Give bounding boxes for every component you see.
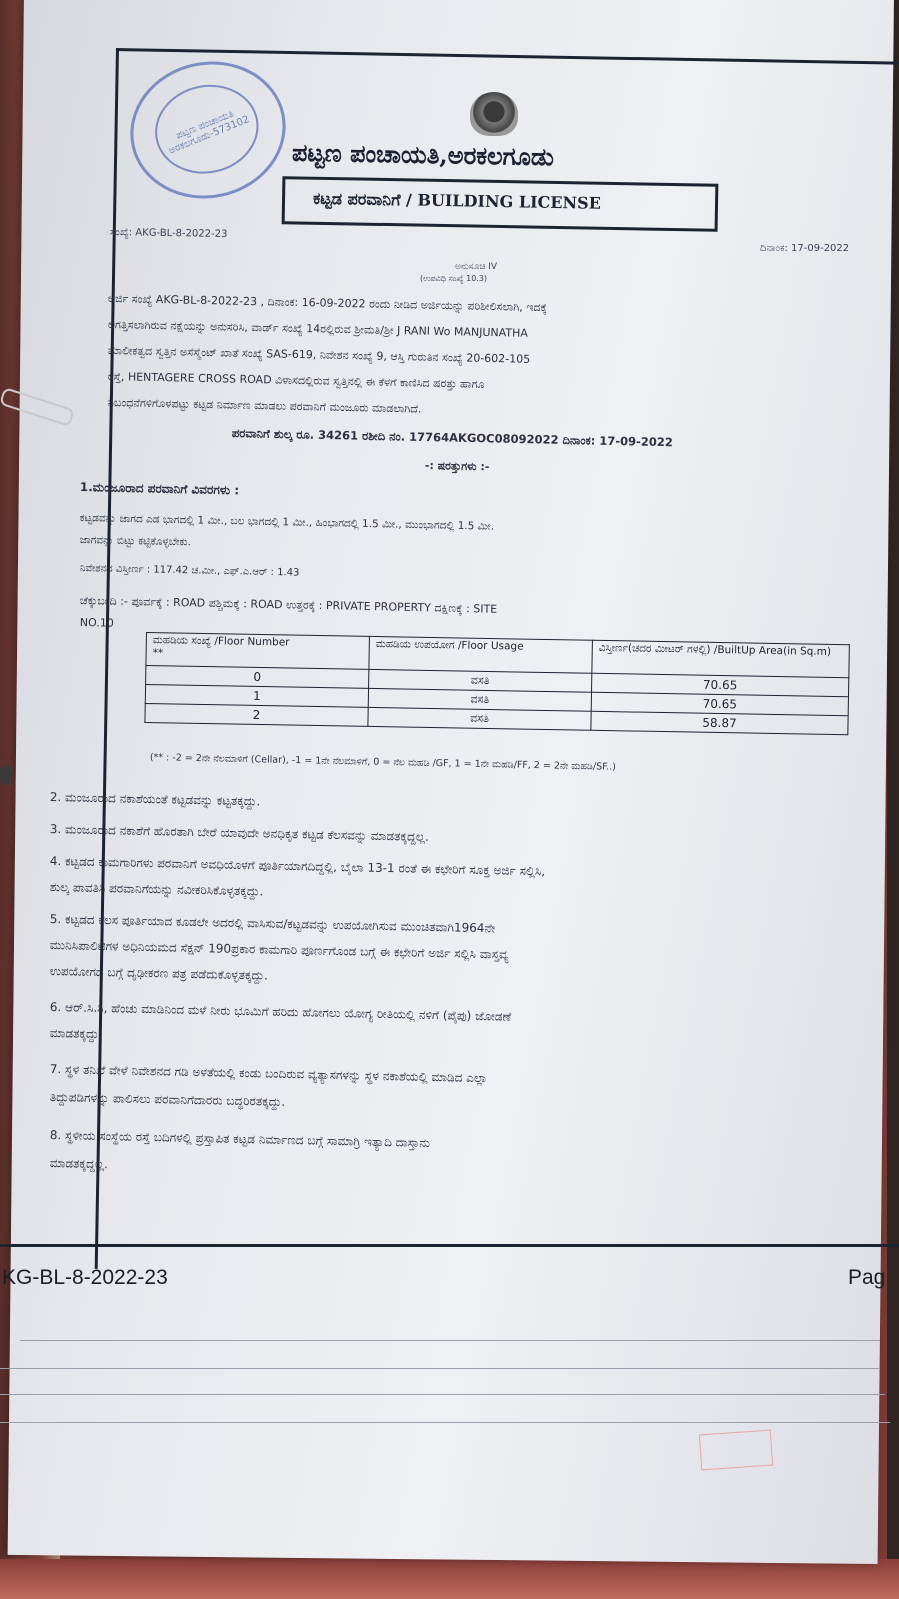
intro-line-1: ಅರ್ಜಿ ಸಂಖ್ಯೆ AKG-BL-8-2022-23 , ದಿನಾಂಕ: 16-09-2022 ರಂದು ನೀಡಿದ ಅರ್ಜಿಯನ್ನು ಪರಿಶೀಲಿಸಲಾಗಿ, ಇದಕ್ಕೆ — [107, 292, 548, 315]
footer-divider — [0, 1244, 899, 1247]
condition-7-line-2: ತಿದ್ದುಪಡಿಗಳನ್ನು ಪಾಲಿಸಲು ಪರವಾನಿಗೆದಾರರು ಬದ್ಧರಿರತಕ್ಕದ್ದು. — [49, 1090, 286, 1109]
condition-4-line-1: 4. ಕಟ್ಟಡದ ಕಾಮಗಾರಿಗಳು ಪರವಾನಿಗೆ ಅವಧಿಯೊಳಗೆ ಪೂರ್ತಿಯಾಗದಿದ್ದಲ್ಲಿ, ಬೈಲಾ 13-1 ರಂತೆ ಈ ಕಛೇರಿಗೆ ಸೂಕ್ತ ಅರ್ಜಿ ಸಲ್ಲಿಸಿ, — [49, 854, 546, 879]
license-title: ಕಟ್ಟಡ ಪರವಾನಿಗೆ / BUILDING LICENSE — [312, 188, 602, 213]
floor-legend: (** : -2 = 2ನೇ ನೆಲಮಾಳಿಗೆ (Cellar), -1 = 1ನೇ ನೆಲಮಾಳಿಗೆ, 0 = ನೆಲ ಮಹಡಿ /GF, 1 = 1ನೇ ಮಹಡಿ/FF, 2 = 2ನೇ ಮಹಡಿ/SF..) — [149, 752, 616, 773]
office-name: ಪಟ್ಟಣ ಪಂಚಾಯತಿ,ಅರಕಲಗೂಡು — [291, 137, 555, 172]
intro-line-4: ರಸ್ತೆ, HENTAGERE CROSS ROAD ವಿಳಾಸದಲ್ಲಿರುವ ಸ್ವತ್ತಿನಲ್ಲಿ ಈ ಕೆಳಗೆ ಕಾಣಿಸಿದ ಷರತ್ತು ಹಾಗೂ — [107, 370, 485, 391]
boundary-line: ಚೆಕ್ಕುಬಂದಿ :- ಪೂರ್ವಕ್ಕೆ : ROAD ಪಶ್ಚಿಮಕ್ಕೆ : ROAD ಉತ್ತರಕ್ಕೆ : PRIVATE PROPERTY ದಕ್ಷಿಣಕ್ಕೆ : SITE — [79, 594, 498, 616]
annex-subtitle: (ಉಪವಿಧಿ ಸಂಖ್ಯೆ 10.3) — [420, 274, 488, 283]
site-area-line: ನಿವೇಶನದ ವಿಸ್ತೀರ್ಣ : 117.42 ಚ.ಮೀ., ಎಫ್.ಎ.ಆರ್ : 1.43 — [79, 563, 300, 579]
condition-6-line-1: 6. ಆರ್.ಸಿ.ಸಿ, ಹೆಂಚು ಮಾಡಿನಿಂದ ಮಳೆ ನೀರು ಭೂಮಿಗೆ ಹರಿದು ಹೋಗಲು ಯೋಗ್ಯ ರೀತಿಯಲ್ಲಿ ನಳಿಗೆ (ಪೈಪು) ಜೋಡಣೆ — [49, 1000, 512, 1024]
setback-line-1: ಕಟ್ಟಡವನ್ನು ಜಾಗದ ಎಡ ಭಾಗದಲ್ಲಿ 1 ಮೀ., ಬಲ ಭಾಗದಲ್ಲಿ 1 ಮೀ., ಹಿಂಭಾಗದಲ್ಲಿ 1.5 ಮೀ., ಮುಂಭಾಗದಲ್ಲಿ 1.5 ಮೀ. — [79, 512, 495, 533]
boundary-line-2: NO.10 — [79, 616, 114, 630]
floor-area: 70.65 — [591, 692, 848, 715]
setback-line-2: ಜಾಗವನ್ನು ಬಿಟ್ಟು ಕಟ್ಟಿಕೊಳ್ಳಬೇಕು. — [79, 534, 192, 549]
intro-line-3: ಮಾಲೀಕತ್ವದ ಸ್ವತ್ತಿನ ಅಸೆಸ್ಮೆಂಟ್ ಖಾತೆ ಸಂಖ್ಯೆ SAS-619, ನಿವೇಶನ ಸಂಖ್ಯೆ 9, ಆಸ್ತಿ ಗುರುತಿನ ಸಂಖ್ಯೆ 20-602-105 — [107, 344, 531, 366]
header-note: ** — [152, 647, 164, 660]
faint-stamp-mark — [699, 1430, 773, 1471]
table-header-floor: ಮಹಡಿಯ ಸಂಖ್ಯೆ /Floor Number ** — [146, 633, 370, 670]
faint-rule — [0, 1368, 880, 1369]
floor-number: 0 — [146, 666, 369, 689]
license-number: ಸಂಖ್ಯೆ: AKG-BL-8-2022-23 — [109, 226, 228, 241]
floor-number: 2 — [145, 703, 368, 726]
condition-4-line-2: ಶುಲ್ಕ ಪಾವತಿಸಿ ಪರವಾನಿಗೆಯನ್ನು ನವೀಕರಿಸಿಕೊಳ್ಳತಕ್ಕದ್ದು. — [49, 880, 264, 899]
condition-6-line-2: ಮಾಡತಕ್ಕದ್ದು. — [49, 1026, 103, 1042]
license-title-box — [282, 176, 719, 232]
condition-8-line-2: ಮಾಡತಕ್ಕದ್ದಲ್ಲ. — [49, 1156, 109, 1172]
condition-8-line-1: 8. ಸ್ಥಳೀಯ ಸಂಸ್ಥೆಯ ರಸ್ತೆ ಬದಿಗಳಲ್ಲಿ ಪ್ರಸ್ತಾಪಿತ ಕಟ್ಟಡ ನಿರ್ಮಾಣದ ಬಗ್ಗೆ ಸಾಮಾಗ್ರಿ ಇತ್ಯಾದಿ ದಾಸ್ತಾನು — [49, 1128, 430, 1150]
state-emblem-icon — [470, 92, 518, 136]
footer-page: Pag — [848, 1266, 886, 1289]
floor-usage: ವಸತಿ — [369, 669, 592, 692]
intro-line-5: ನಿಬಂಧನೆಗಳಿಗೊಳಪಟ್ಟು ಕಟ್ಟಡ ನಿರ್ಮಾಣ ಮಾಡಲು ಪರವಾನಿಗೆ ಮಂಜೂರು ಮಾಡಲಾಗಿದೆ. — [107, 396, 422, 416]
table-header-area: ವಿಸ್ತೀರ್ಣ(ಚದರ ಮೀಟರ್ ಗಳಲ್ಲಿ) /BuiltUp Area(in Sq.m) — [592, 640, 850, 677]
floor-usage: ವಸತಿ — [368, 688, 591, 711]
faint-rule — [20, 1340, 880, 1341]
fee-line: ಪರವಾನಿಗೆ ಶುಲ್ಕ ರೂ. 34261 ರಶೀದಿ ನಂ. 17764AKGOC08092022 ದಿನಾಂಕ: 17-09-2022 — [231, 426, 673, 450]
condition-5-line-3: ಉಪಯೋಗದ ಬಗ್ಗೆ ದೃಢೀಕರಣ ಪತ್ರ ಪಡೆದುಕೊಳ್ಳತಕ್ಕದ್ದು. — [49, 964, 269, 983]
annex-title: ಅನುಸೂಚಿ IV — [455, 262, 498, 272]
condition-5-line-2: ಮುನಿಸಿಪಾಲಿಟಿಗಳ ಅಧಿನಿಯಮದ ಸೆಕ್ಷನ್ 190ಪ್ರಕಾರ ಕಾಮಗಾರಿ ಪೂರ್ಣಗೊಂಡ ಬಗ್ಗೆ ಈ ಕಛೇರಿಗೆ ಅರ್ಜಿ ಸಲ್ಲಿಸಿ ವಾಸ್ತವ್ಯ — [49, 938, 509, 962]
floor-usage: ವಸತಿ — [368, 707, 591, 730]
condition-7-line-1: 7. ಸ್ಥಳ ತನಿಖೆ ವೇಳೆ ನಿವೇಶನದ ಗಡಿ ಅಳತೆಯಲ್ಲಿ ಕಂಡು ಬಂದಿರುವ ವ್ಯತ್ಯಾಸಗಳನ್ನು ಸ್ಥಳ ನಕಾಶೆಯಲ್ಲಿ ಮಾಡಿದ ಎಲ್ಲಾ — [49, 1062, 488, 1086]
intro-line-2: ಲಗತ್ತಿಸಲಾಗಿರುವ ನಕ್ಷೆಯನ್ನು ಅನುಸರಿಸಿ, ವಾರ್ಡ್ ಸಂಖ್ಯೆ 14ರಲ್ಲಿರುವ ಶ್ರೀಮತಿ/ಶ್ರೀ J RANI Wo MANJUNATHA — [107, 318, 529, 340]
floor-table — [144, 632, 849, 735]
license-date: ದಿನಾಂಕ: 17-09-2022 — [760, 243, 850, 254]
floor-area: 70.65 — [592, 673, 849, 696]
faint-rule — [0, 1394, 885, 1395]
faint-rule — [0, 1422, 890, 1423]
condition-3: 3. ಮಂಜೂರಾದ ನಕಾಶೆಗೆ ಹೊರತಾಗಿ ಬೇರೆ ಯಾವುದೇ ಅನಧಿಕೃತ ಕಟ್ಟಡ ಕೆಲಸವನ್ನು ಮಾಡತಕ್ಕದ್ದಲ್ಲ. — [49, 822, 430, 844]
seal-text: ಪಟ್ಟಣ ಪಂಚಾಯತಿ ಅರಕಲಗೂಡು-573102 — [167, 108, 251, 157]
table-header-usage: ಮಹಡಿಯ ಉಪಯೋಗ /Floor Usage — [369, 636, 593, 673]
footer-reference: KG-BL-8-2022-23 — [2, 1266, 168, 1289]
office-seal-icon — [118, 47, 299, 212]
floor-number: 1 — [145, 685, 368, 708]
section1-heading: 1.ಮಂಜೂರಾದ ಪರವಾನಿಗೆ ವಿವರಗಳು : — [79, 480, 240, 498]
floor-area: 58.87 — [591, 711, 848, 734]
condition-2: 2. ಮಂಜೂರಾದ ನಕಾಶೆಯಂತೆ ಕಟ್ಟಡವನ್ನು ಕಟ್ಟತಕ್ಕದ್ದು. — [49, 790, 261, 809]
condition-5-line-1: 5. ಕಟ್ಟಡದ ಕೆಲಸ ಪೂರ್ತಿಯಾದ ಕೂಡಲೇ ಅದರಲ್ಲಿ ವಾಸಿಸುವ/ಕಟ್ಟಡವನ್ನು ಉಪಯೋಗಿಸುವ ಮುಂಚಿತವಾಗಿ1964ನೇ — [49, 912, 496, 936]
conditions-heading: -: ಷರತ್ತುಗಳು :- — [424, 459, 490, 474]
